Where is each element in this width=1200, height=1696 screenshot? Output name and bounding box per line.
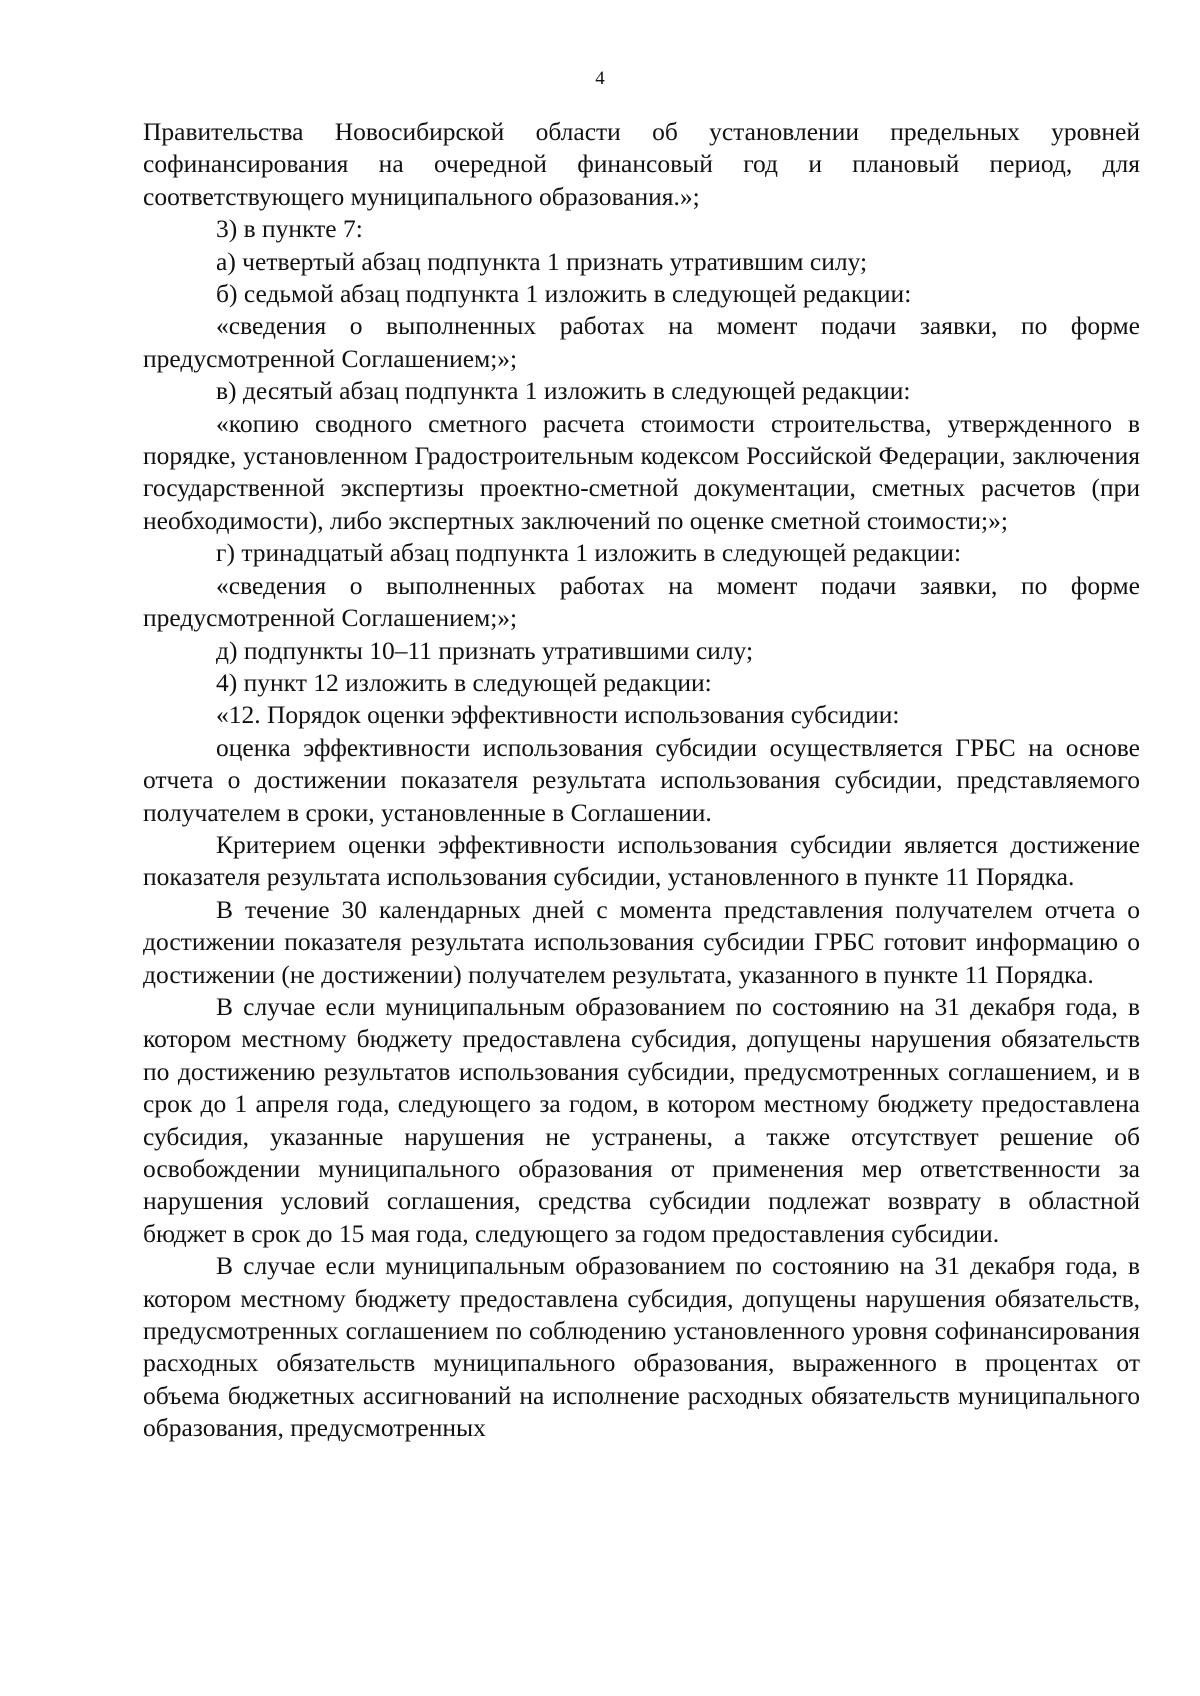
paragraph-item-4: 4) пункт 12 изложить в следующей редакции: xyxy=(216,667,712,697)
paragraph-subitem-g: г) тринадцатый абзац подпункта 1 изложить в следующей редакции: xyxy=(216,538,962,568)
paragraph-subitem-v: в) десятый абзац подпункта 1 изложить в следующей редакции: xyxy=(216,376,911,406)
paragraph-quote-work-info-2: «сведения о выполненных работах на момент подачи заявки, по форме предусмотренной Соглашением;»; xyxy=(143,570,1140,633)
paragraph-subitem-d: д) подпункты 10–11 признать утратившими силу; xyxy=(216,635,754,665)
paragraph-item-3: 3) в пункте 7: xyxy=(216,214,363,244)
paragraph-subitem-a: а) четвертый абзац подпункта 1 признать утратившим силу; xyxy=(216,246,868,276)
paragraph-quote-estimate-copy: «копию сводного сметного расчета стоимости строительства, утвержденного в порядке, установленном Градостроительным кодексом Российской Федерации, заключения государственной экспертизы проектно-сметной документации, сметных расчетов (при необходимости), либо экспертных заключений по оценке сметной стоимости;»; xyxy=(143,408,1140,535)
paragraph-continuation: Правительства Новосибирской области об установлении предельных уровней софинансирования на очередной финансовый год и плановый период, для соответствующего муниципального образования.»; xyxy=(143,117,1140,211)
paragraph-subitem-b: б) седьмой абзац подпункта 1 изложить в следующей редакции: xyxy=(216,279,912,309)
paragraph-criterion: Критерием оценки эффективности использования субсидии является достижение показателя результата использования субсидии, установленного в пункте 11 Порядка. xyxy=(143,829,1140,892)
paragraph-violations-cofinancing: В случае если муниципальным образованием по состоянию на 31 декабря года, в котором местному бюджету предоставлена субсидия, допущены нарушения обязательств, предусмотренных соглашением по соблюдению установленного уровня софинансирования расходных обязательств муниципального образования, выраженного в процентах от объема бюджетных ассигнований на исполнение расходных обязательств муниципального образования, предусмотренных xyxy=(143,1251,1140,1443)
document-body xyxy=(143,116,1140,1445)
paragraph-violations-results: В случае если муниципальным образованием по состоянию на 31 декабря года, в котором местному бюджету предоставлена субсидия, допущены нарушения обязательств по достижению результатов использования субсидии, предусмотренных соглашением, и в срок до 1 апреля года, следующего за годом, в котором местному бюджету предоставлена субсидия, указанные нарушения не устранены, а также отсутствует решение об освобождении муниципального образования от применения мер ответственности за нарушения условий соглашения, средства субсидии подлежат возврату в областной бюджет в срок до 15 мая года, следующего за годом предоставления субсидии. xyxy=(143,991,1140,1248)
paragraph-efficiency-assessment: оценка эффективности использования субсидии осуществляется ГРБС на основе отчета о достижении показателя результата использования субсидии, представляемого получателем в сроки, установленные в Соглашении. xyxy=(143,732,1140,827)
page-number: 4 xyxy=(595,68,605,89)
paragraph-section-12-title: «12. Порядок оценки эффективности использования субсидии: xyxy=(216,700,900,730)
paragraph-thirty-days: В течение 30 календарных дней с момента представления получателем отчета о достижении показателя результата использования субсидии ГРБС готовит информацию о достижении (не достижении) получателем результата, указанного в пункте 11 Порядка. xyxy=(143,894,1140,989)
paragraph-quote-work-info: «сведения о выполненных работах на момент подачи заявки, по форме предусмотренной Соглашением;»; xyxy=(143,311,1140,373)
